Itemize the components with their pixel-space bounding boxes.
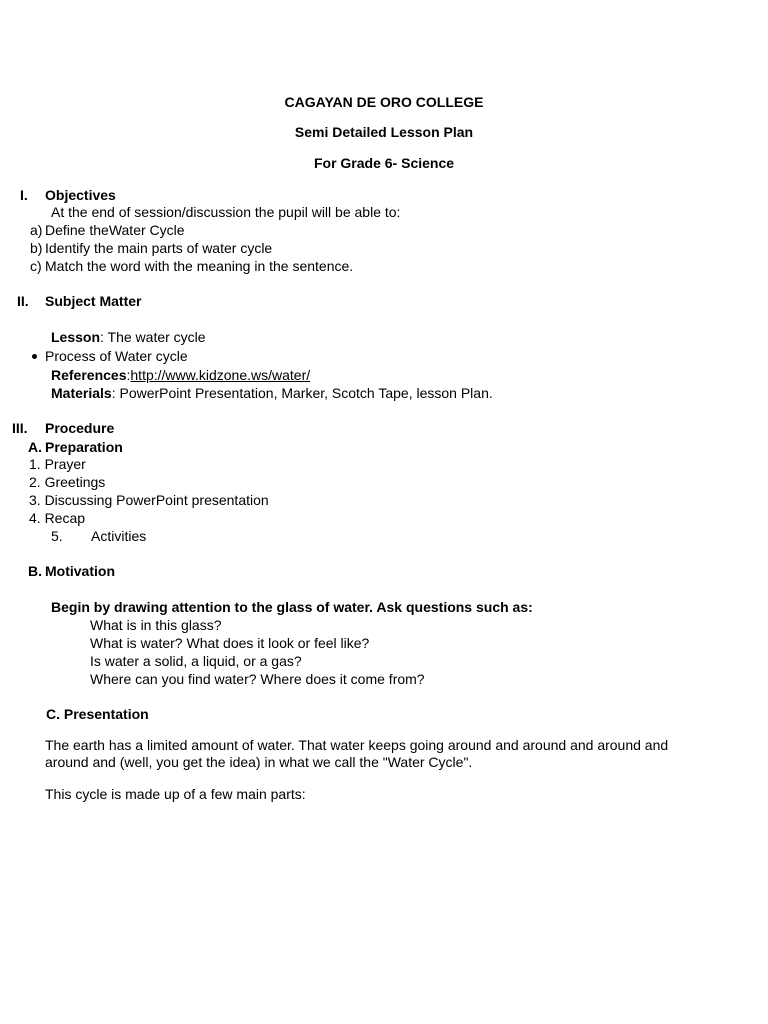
objective-item: Identify the main parts of water cycle	[45, 240, 273, 256]
objective-marker: a)	[30, 222, 43, 238]
motivation-heading: Motivation	[45, 563, 115, 579]
objective-marker: c)	[30, 258, 42, 274]
subject-matter-numeral: II.	[17, 293, 29, 309]
objective-item: Define theWater Cycle	[45, 222, 185, 238]
preparation-step-number: 5.	[51, 528, 63, 544]
preparation-step: 1. Prayer	[29, 456, 86, 472]
preparation-step: 3. Discussing PowerPoint presentation	[29, 492, 269, 508]
procedure-heading: Procedure	[45, 420, 115, 436]
motivation-question: Where can you find water? Where does it come from?	[90, 671, 425, 687]
objective-marker: b)	[30, 240, 43, 256]
bullet-icon	[32, 354, 37, 359]
objectives-intro: At the end of session/discussion the pupil will be able to:	[51, 204, 401, 220]
presentation-paragraph: This cycle is made up of a few main parts:	[45, 786, 306, 802]
lesson-label: Lesson	[51, 329, 101, 345]
objective-item: Match the word with the meaning in the sentence.	[45, 258, 354, 274]
preparation-step: 2. Greetings	[29, 474, 106, 490]
objectives-heading: Objectives	[45, 187, 116, 203]
motivation-lead: Begin by drawing attention to the glass of water. Ask questions such as:	[51, 599, 533, 615]
references-label: References	[51, 367, 127, 383]
presentation-heading: C. Presentation	[46, 706, 149, 722]
references-line	[51, 367, 310, 384]
process-bullet-text: Process of Water cycle	[45, 348, 188, 364]
materials-value: : PowerPoint Presentation, Marker, Scotch Tape, lesson Plan.	[111, 385, 493, 401]
objectives-numeral: I.	[20, 187, 28, 203]
procedure-numeral: III.	[12, 420, 28, 436]
preparation-marker: A.	[28, 439, 42, 455]
preparation-step-text: Activities	[91, 528, 147, 544]
subject-matter-heading: Subject Matter	[45, 293, 142, 309]
grade-title: For Grade 6- Science	[313, 155, 455, 171]
plan-type-title: Semi Detailed Lesson Plan	[294, 124, 474, 140]
presentation-paragraph-line: around and (well, you get the idea) in what we call the "Water Cycle".	[45, 754, 473, 770]
lesson-value: : The water cycle	[100, 329, 206, 345]
motivation-marker: B.	[28, 563, 42, 579]
references-sep: :	[126, 367, 131, 383]
preparation-heading: Preparation	[45, 439, 123, 455]
motivation-question: What is in this glass?	[90, 617, 222, 633]
materials-label: Materials	[51, 385, 112, 401]
motivation-question: Is water a solid, a liquid, or a gas?	[90, 653, 302, 669]
lesson-line	[51, 329, 206, 346]
motivation-question: What is water? What does it look or feel like?	[90, 635, 370, 651]
preparation-step: 4. Recap	[29, 510, 86, 526]
presentation-paragraph-line: The earth has a limited amount of water. That water keeps going around and around and around and	[45, 737, 669, 753]
materials-line	[51, 385, 493, 402]
references-link[interactable]: http://www.kidzone.ws/water/	[130, 367, 311, 383]
college-title: CAGAYAN DE ORO COLLEGE	[284, 94, 484, 110]
